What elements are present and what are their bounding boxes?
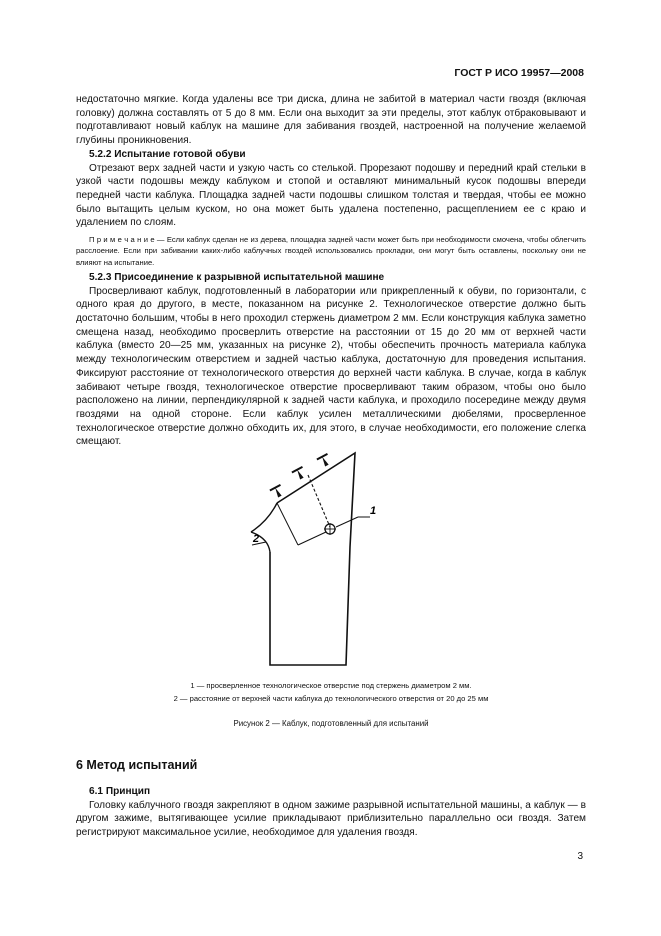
section-5-2-2-note: П р и м е ч а н и е — Если каблук сделан не из дерева, площадка задней части может быть при необходимости смочена, чтобы облегчить расслоение. Если при забивании каких-либо каблучных гвоздей использовались прокладки, они могут быть оставлены, поскольку они не влияют на испытание. xyxy=(76,235,586,267)
section-6-text-block xyxy=(76,785,586,840)
nail-icon xyxy=(317,454,332,468)
nail-icon xyxy=(270,485,285,499)
section-6-heading: 6 Метод испытаний xyxy=(76,758,198,772)
intro-paragraph: недостаточно мягкие. Когда удалены все три диска, длина не забитой в материал части гвоздя (включая головку) должна составлять от 5 до 8 мм. Если она выходит за эти пределы, этот каблук отбраковывают и подготавливают новый каблук на машине для забивания гвоздей, настроенной на получение желаемой глубины проникновения. xyxy=(76,94,586,147)
section-5-2-3-paragraph: Просверливают каблук, подготовленный в лаборатории или прикрепленный к обуви, по горизонтали, с одного края до другого, в месте, показанном на рисунке 2. Технологическое отверстие должно быть достаточно большим, чтобы в него проходил стержень диаметром 2 мм. Если конструкция каблука заметно смещена назад, необходимо просверлить отверстие на расстоянии от 15 до 20 мм от верхней части каблука (вместо 20—25 мм, указанных на рисунке 2), чтобы обеспечить прочность материала каблука между технологическим отверстием и задней частью каблука, достаточную для проведения испытания. Фиксируют расстояние от технологического отверстия до верхней части каблука. В случае, когда в каблук забивают четыре гвоздя, технологическое отверстие просверливают таким образом, чтобы оно было расположено на линии, перпендикулярной к задней части каблука, и проходило посередине между двумя гвоздями на одной стороне. Если каблук усилен металлическими дюбелями, просверленное технологическое отверстие должно обходить их, для этого, в случае необходимости, его положение слегка смещают. xyxy=(76,285,586,448)
nail-axis-line xyxy=(308,475,330,527)
figure-legend-2: 2 — расстояние от верхней части каблука до технологического отверстия от 20 до 25 мм xyxy=(173,694,489,703)
section-5-2-2-paragraph: Отрезают верх задней части и узкую часть со стелькой. Прорезают подошву и передний край стельки в узкой части подошвы между каблуком и стопой и оставляют минимальный кусок подошвы впереди передней части каблука. Площадка задней части подошвы слишком толстая и твердая, чтобы ее можно было вытащить целым куском, но она может быть удалена постепенно, расщеплением ее с краю и удалением по слоям. xyxy=(76,162,586,229)
section-5-2-3-heading: 5.2.3 Присоединение к разрывной испытательной машине xyxy=(89,271,385,283)
figure-2-heel-diagram xyxy=(230,445,400,675)
section-6-1-paragraph: Головку каблучного гвоздя закрепляют в одном зажиме разрывной испытательной машины, а каблук — в другом зажиме, вытягивающее усилие прикладывают приблизительно параллельно оси гвоздя. Затем регистрируют максимальное усилие, необходимое для удаления гвоздя. xyxy=(76,799,586,839)
figure-legend-1: 1 — просверленное технологическое отверстие под стержень диаметром 2 мм. xyxy=(190,681,472,690)
figure-label-1: 1 xyxy=(370,505,377,517)
main-text-block xyxy=(76,93,586,449)
document-code-header: ГОСТ Р ИСО 19957—2008 xyxy=(454,67,584,79)
section-5-2-2-heading: 5.2.2 Испытание готовой обуви xyxy=(89,148,246,160)
heel-drawing xyxy=(230,445,400,675)
dimension-line xyxy=(298,532,326,545)
leader-line-1 xyxy=(336,517,358,527)
page-number: 3 xyxy=(577,851,583,862)
figure-caption: Рисунок 2 — Каблук, подготовленный для испытаний xyxy=(233,719,429,728)
figure-label-2: 2 xyxy=(253,533,260,545)
nail-icon xyxy=(292,467,307,481)
heel-back-curve xyxy=(251,503,277,532)
section-6-1-heading: 6.1 Принцип xyxy=(89,786,151,797)
